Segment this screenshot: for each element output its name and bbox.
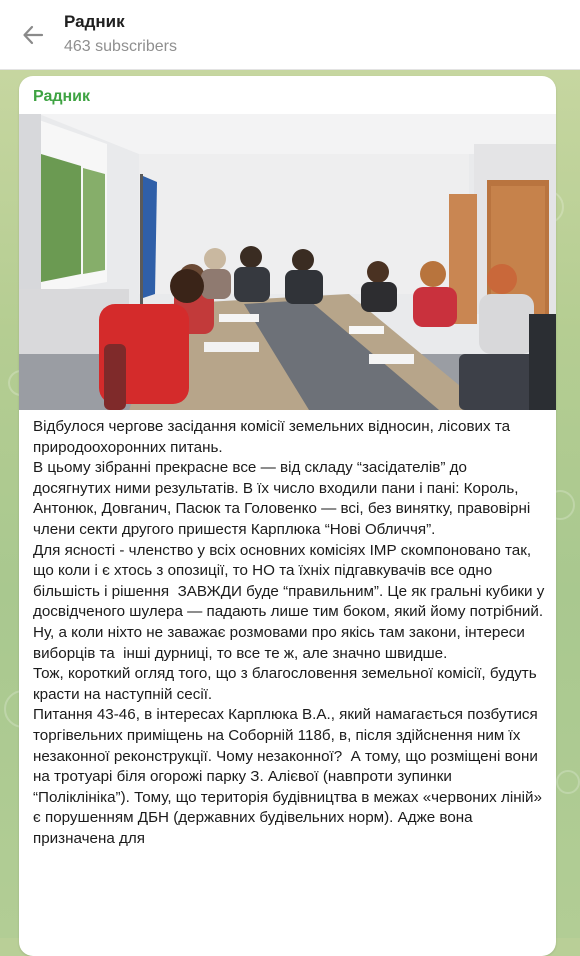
subscriber-count: 463 subscribers	[64, 38, 177, 55]
chat-header	[0, 0, 580, 70]
post-photo[interactable]	[19, 114, 556, 410]
message-bubble	[19, 76, 556, 956]
back-button[interactable]	[16, 18, 50, 52]
meeting-photo-image	[19, 114, 556, 410]
arrow-left-icon	[22, 24, 44, 46]
channel-title[interactable]: Радник	[64, 12, 125, 31]
post-author[interactable]: Радник	[33, 88, 91, 105]
post-text: Відбулося чергове засідання комісії земельних відносин, лісових та природоохоронних питань. В цьому зібранні прекрасне все — від складу “засідателів” до досягнутих ними результатів. В їх число входили пани і пані: Король, Антонюк, Довганич, Пасюк та Головенко — всі, без винятку, правовірні члени секти другого пришестя Карплюка “Нові Обличчя”. Для ясності - членство у всіх основних комісіях ІМР скомпоновано так, що коли і є хтось з опозиції, то НО та їхніх підгавкувачів все одно більшість і рішення ЗАВЖДИ буде “правильним”. Це як гральні кубики у досвідченого шулера — падають лише тим боком, який йому потрібний. Ну, а коли ніхто не заважає розмовами про якісь там закони, інтереси виборців та інші дурниці, то все те ж, але значно швидше. Тож, короткий огляд того, що з благословення земельної комісії, будуть красти на наступній сесії. Питання 43-46, в інтересах Карплюка В.А., який намагається позбутися торгівельних приміщень на Соборній 118б, в, після здійснення ним їх незаконної реконструкції. Чому незаконної? А тому, що розміщені вони на тротуарі біля огорожі парку З. Алієвої (навпроти зупинки “Поліклініка”). Тому, що територія будівництва в межах «червоних ліній» є порушенням ДБН (державних будівельних норм). Адже вона призначена для	[33, 418, 545, 847]
